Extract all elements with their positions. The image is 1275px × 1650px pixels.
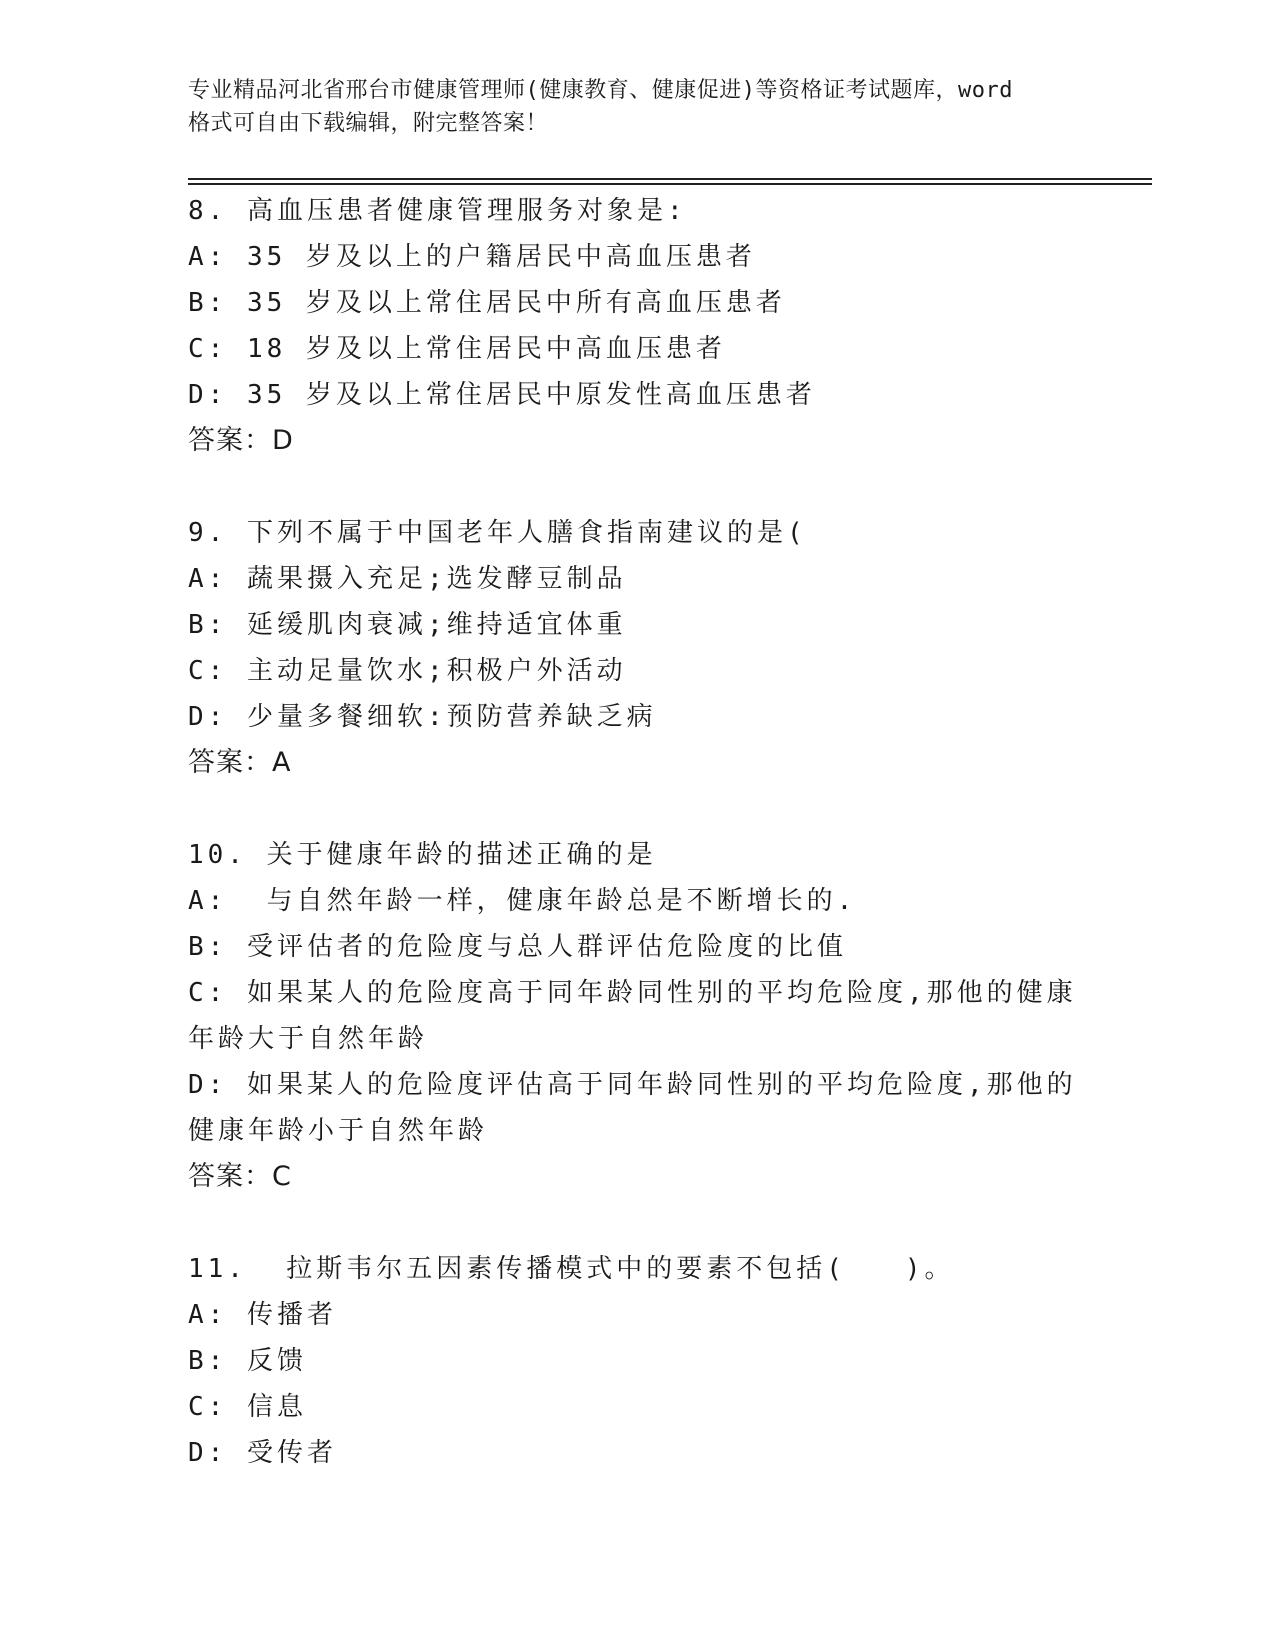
option-a: A: 传播者 xyxy=(188,1300,337,1330)
option-a: A: 35 岁及以上的户籍居民中高血压患者 xyxy=(188,242,756,272)
question-9 xyxy=(188,510,1088,786)
answer: 答案：A xyxy=(188,747,292,778)
option-c: C: 18 岁及以上常住居民中高血压患者 xyxy=(188,334,726,364)
header-rule-bottom xyxy=(188,183,1152,185)
option-c: C: 信息 xyxy=(188,1392,307,1422)
option-b: B: 受评估者的危险度与总人群评估危险度的比值 xyxy=(188,932,847,962)
option-a: A: 与自然年龄一样，健康年龄总是不断增长的. xyxy=(188,886,857,916)
header-line-1: 专业精品河北省邢台市健康管理师(健康教育、健康促进)等资格证考试题库，word xyxy=(188,78,1013,103)
answer: 答案：C xyxy=(188,1161,292,1192)
header-rule-top xyxy=(188,178,1152,180)
document-header xyxy=(188,74,1108,140)
question-stem: 9. 下列不属于中国老年人膳食指南建议的是( xyxy=(188,518,807,548)
option-b: B: 反馈 xyxy=(188,1346,307,1376)
header-line-2: 格式可自由下载编辑，附完整答案！ xyxy=(188,111,549,136)
option-d: D: 少量多餐细软:预防营养缺乏病 xyxy=(188,702,657,732)
question-stem: 10. 关于健康年龄的描述正确的是 xyxy=(188,840,657,870)
question-list xyxy=(188,188,1088,1522)
option-d: D: 如果某人的危险度评估高于同年龄同性别的平均危险度,那他的健康年龄小于自然年龄 xyxy=(188,1070,1077,1146)
question-stem: 8. 高血压患者健康管理服务对象是: xyxy=(188,196,687,226)
option-d: D: 受传者 xyxy=(188,1438,337,1468)
option-c: C: 主动足量饮水;积极户外活动 xyxy=(188,656,627,686)
option-a: A: 蔬果摄入充足;选发酵豆制品 xyxy=(188,564,627,594)
option-b: B: 延缓肌肉衰减;维持适宜体重 xyxy=(188,610,627,640)
answer: 答案：D xyxy=(188,425,294,456)
option-d: D: 35 岁及以上常住居民中原发性高血压患者 xyxy=(188,380,816,410)
option-b: B: 35 岁及以上常住居民中所有高血压患者 xyxy=(188,288,786,318)
question-10 xyxy=(188,832,1088,1200)
question-8 xyxy=(188,188,1088,464)
question-stem: 11. 拉斯韦尔五因素传播模式中的要素不包括( )。 xyxy=(188,1254,955,1284)
option-c: C: 如果某人的危险度高于同年龄同性别的平均危险度,那他的健康年龄大于自然年龄 xyxy=(188,978,1077,1054)
question-11 xyxy=(188,1246,1088,1476)
